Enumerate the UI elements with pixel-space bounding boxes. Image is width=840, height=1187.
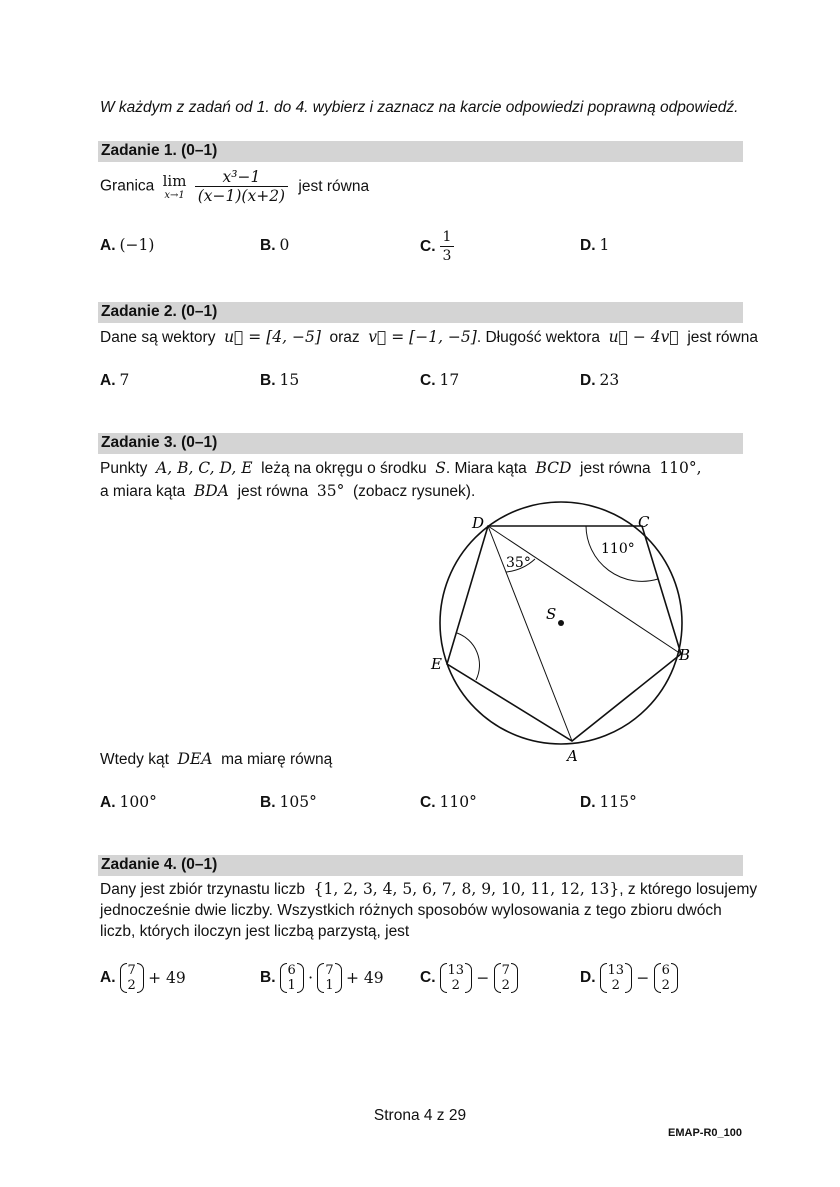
task-2-question: Dane są wektory u⃗ = [4, −5] oraz v⃗ = [−1, −5]. Długość wektora u⃗ − 4v⃗ jest równa [100, 328, 758, 346]
task-4-answer-a[interactable]: A. 7 2 + 49 [100, 963, 186, 993]
angle-label-35: 35° [506, 555, 531, 571]
task-3-answer-c[interactable]: C. 110° [420, 793, 477, 811]
task-4-answer-d[interactable]: D. 13 2 − 6 2 [580, 963, 678, 993]
binomial: 6 2 [654, 963, 678, 993]
task-3-question: Wtedy kąt DEA ma miarę równą [100, 750, 333, 768]
binomial: 7 1 [317, 963, 341, 993]
task-4-header: Zadanie 4. (0–1) [98, 855, 743, 876]
label-a: A [567, 747, 578, 765]
task-1-header: Zadanie 1. (0–1) [98, 141, 743, 162]
label-d: D [472, 514, 485, 532]
angle-label-110: 110° [601, 541, 635, 557]
binomial: 7 2 [494, 963, 518, 993]
task-4-line-2: jednocześnie dwie liczby. Wszystkich różnych sposobów wylosowania z tego zbioru dwóch [100, 902, 722, 919]
label-c: C [638, 513, 650, 531]
task-3-answer-d[interactable]: D. 115° [580, 793, 637, 811]
task-2-answer-c[interactable]: C. 17 [420, 371, 460, 389]
task-4-line-3: liczb, których iloczyn jest liczbą parzystą, jest [100, 923, 410, 940]
task-4-answer-b[interactable]: B. 6 1 · 7 1 + 49 [260, 963, 384, 993]
limit: lim x→1 [162, 172, 187, 201]
task-3-answer-a[interactable]: A. 100° [100, 793, 157, 811]
binomial: 13 2 [440, 963, 473, 993]
exam-code: EMAP-R0_100 [668, 1127, 742, 1139]
task-3-line-2: a miara kąta BDA jest równa 35° (zobacz rysunek). [100, 482, 476, 500]
task-4-line-1: Dany jest zbiór trzynastu liczb {1, 2, 3, 4, 5, 6, 7, 8, 9, 10, 11, 12, 13}, z którego losujemy [100, 880, 758, 898]
task-3-answer-b[interactable]: B. 105° [260, 793, 317, 811]
task-2-header: Zadanie 2. (0–1) [98, 302, 743, 323]
task-1-answer-b[interactable]: B. 0 [260, 236, 290, 254]
binomial: 6 1 [280, 963, 304, 993]
limit-fraction: $\frac{\text{x³−1}}{(x-1)(x+2)}$ [195, 168, 288, 205]
binomial: 13 2 [600, 963, 633, 993]
task-2-answer-b[interactable]: B. 15 [260, 371, 300, 389]
task-1-answer-c[interactable]: C. $\frac{1}{3}$ [420, 228, 454, 265]
task-2-answer-d[interactable]: D. 23 [580, 371, 620, 389]
label-s: S [546, 605, 557, 623]
page-number: Strona 4 z 29 [373, 1107, 467, 1124]
task-2-answer-a[interactable]: A. 7 [100, 371, 130, 389]
instructions: W każdym z zadań od 1. do 4. wybierz i zaznacz na karcie odpowiedzi poprawną odpowiedź. [100, 99, 739, 116]
label-b: B [679, 646, 691, 664]
task-3-header: Zadanie 3. (0–1) [98, 433, 743, 454]
task-1-answer-d[interactable]: D. 1 [580, 236, 610, 254]
task-1-answer-a[interactable]: A. (−1) [100, 236, 155, 254]
label-e: E [431, 655, 442, 673]
binomial: 7 2 [120, 963, 144, 993]
task-1-question: Granica lim x→1 $\frac{\text{x³−1}}{(x-1)(x+2)}$ jest równa [100, 168, 370, 205]
task-3-line-1: Punkty A, B, C, D, E leżą na okręgu o środku S. Miara kąta BCD jest równa 110°, [100, 459, 702, 477]
center-point [558, 620, 564, 626]
diagonal-db [488, 526, 681, 654]
task-4-answer-c[interactable]: C. 13 2 − 7 2 [420, 963, 518, 993]
